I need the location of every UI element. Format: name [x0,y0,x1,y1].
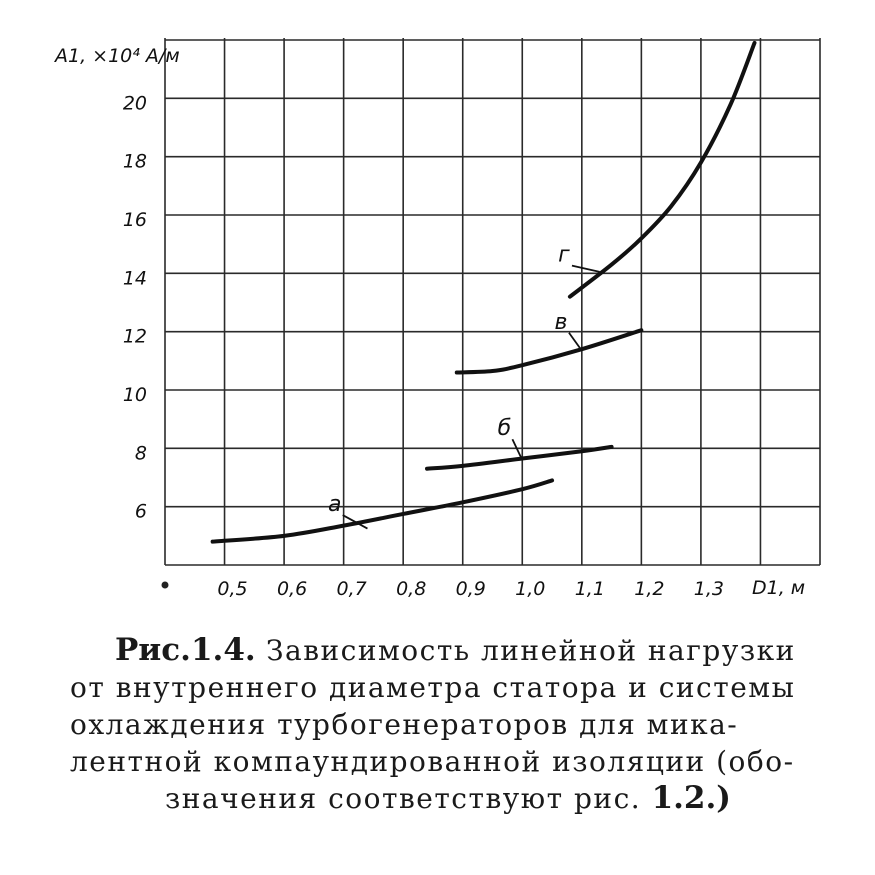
figure-reference: 1.2.) [651,780,731,816]
origin-dot [162,582,169,589]
figure-caption [70,632,830,817]
figure-number: Рис.1.4. [115,632,256,668]
caption-line-4: лентной компаундированной изоляции (обо- [70,745,795,778]
x-tick-label: 0,5 [217,578,248,600]
caption-line-2: от внутреннего диаметра статора и системы [70,671,796,704]
y-tick-label: 10 [122,384,147,406]
y-tick-label: 16 [122,209,147,231]
series-label-а: а [327,492,342,518]
x-tick-label: 1,0 [515,578,546,600]
x-tick-label: 0,8 [396,578,427,600]
y-axis-label: A1, ×10⁴ А/м [55,45,180,67]
leader-line-б [512,439,522,460]
series-line-а [213,480,552,541]
x-axis-label: D1, м [752,577,806,599]
series-label-в: в [554,309,568,335]
leader-line-в [569,333,582,351]
caption-line-5 [70,780,830,817]
caption-line-3: охлаждения турбогенераторов для мика- [70,708,739,741]
series-line-г [570,43,755,297]
series-label-б: б [497,416,512,442]
x-tick-label: 0,6 [276,578,308,600]
y-tick-label: 20 [122,92,147,115]
series-label-г: г [558,242,570,268]
x-tick-label: 0,7 [336,578,367,600]
caption-line-5-text: значения соответствуют рис. [165,782,642,815]
x-tick-label: 0,9 [455,578,486,600]
series-line-в [457,330,642,372]
x-tick-label: 1,1 [574,578,605,600]
y-tick-label: 8 [134,442,147,465]
x-tick-label: 1,3 [693,578,725,600]
y-tick-label: 14 [122,267,147,290]
leader-line-г [572,266,600,272]
y-tick-label: 6 [134,500,147,523]
caption-line-1 [70,632,830,669]
caption-line-1-text: Зависимость линейной нагрузки [266,634,796,667]
x-tick-label: 1,2 [634,578,665,600]
series-line-б [427,447,612,469]
y-tick-label: 12 [122,325,147,348]
y-tick-label: 18 [122,150,147,173]
